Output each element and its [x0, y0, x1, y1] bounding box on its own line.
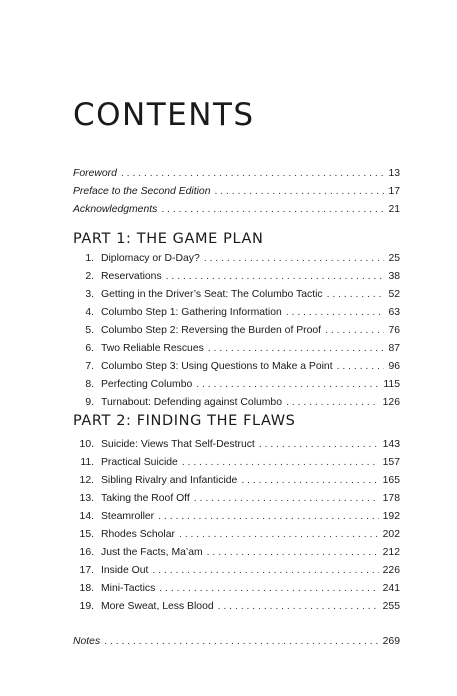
- chapter-number: 1.: [85, 253, 94, 264]
- entry-title: Notes: [73, 636, 101, 647]
- chapter-number: 10.: [79, 439, 94, 450]
- entry-title: Perfecting Columbo: [101, 379, 193, 390]
- chapter-number: 14.: [79, 511, 94, 522]
- entry-page: 202: [382, 529, 400, 540]
- entry-title: Sibling Rivalry and Infanticide: [101, 475, 238, 486]
- entry-page: 143: [382, 439, 400, 450]
- entry-page: 157: [382, 457, 400, 468]
- entry-title: Practical Suicide: [101, 457, 178, 468]
- entry-page: 63: [388, 307, 400, 318]
- entry-page: 13: [388, 168, 400, 179]
- entry-title: Mini-Tactics: [101, 583, 156, 594]
- toc-entry-chapter-18[interactable]: [73, 580, 400, 598]
- toc-entry-chapter-12[interactable]: [73, 472, 400, 490]
- chapter-number: 12.: [79, 475, 94, 486]
- dot-leader: [325, 322, 384, 340]
- chapter-number: 7.: [85, 361, 94, 372]
- entry-page: 38: [388, 271, 400, 282]
- dot-leader: [214, 183, 384, 201]
- entry-title: Diplomacy or D-Day?: [101, 253, 200, 264]
- entry-page: 52: [388, 289, 400, 300]
- chapter-number: 6.: [85, 343, 94, 354]
- toc-entry-preface[interactable]: [73, 183, 400, 201]
- dot-leader: [159, 580, 378, 598]
- page-title: CONTENTS: [73, 97, 255, 133]
- entry-title: Rhodes Scholar: [101, 529, 175, 540]
- entry-page: 212: [382, 547, 400, 558]
- dot-leader: [204, 250, 385, 268]
- chapter-number: 2.: [85, 271, 94, 282]
- entry-title: More Sweat, Less Blood: [101, 601, 214, 612]
- dot-leader: [208, 340, 385, 358]
- entry-page: 96: [388, 361, 400, 372]
- entry-page: 17: [388, 186, 400, 197]
- entry-title: Columbo Step 1: Gathering Information: [101, 307, 282, 318]
- toc-entry-chapter-15[interactable]: [73, 526, 400, 544]
- entry-page: 241: [382, 583, 400, 594]
- entry-title: Preface to the Second Edition: [73, 186, 211, 197]
- toc-entry-chapter-6[interactable]: [73, 340, 400, 358]
- dot-leader: [194, 490, 379, 508]
- toc-entry-chapter-5[interactable]: [73, 322, 400, 340]
- entry-page: 255: [382, 601, 400, 612]
- toc-entry-chapter-1[interactable]: [73, 250, 400, 268]
- entry-title: Columbo Step 3: Using Questions to Make a Point: [101, 361, 333, 372]
- entry-title: Suicide: Views That Self-Destruct: [101, 439, 255, 450]
- dot-leader: [161, 201, 384, 219]
- chapter-number: 15.: [79, 529, 94, 540]
- toc-entry-chapter-17[interactable]: [73, 562, 400, 580]
- dot-leader: [158, 508, 379, 526]
- dot-leader: [152, 562, 378, 580]
- entry-title: Just the Facts, Ma’am: [101, 547, 203, 558]
- dot-leader: [327, 286, 385, 304]
- entry-page: 115: [383, 379, 400, 390]
- toc-entry-notes[interactable]: [73, 633, 400, 651]
- toc-entry-chapter-7[interactable]: [73, 358, 400, 376]
- toc-entry-foreword[interactable]: [73, 165, 400, 183]
- dot-leader: [104, 633, 379, 651]
- entry-page: 178: [382, 493, 400, 504]
- entry-page: 192: [382, 511, 400, 522]
- toc-entry-chapter-2[interactable]: [73, 268, 400, 286]
- dot-leader: [218, 598, 379, 616]
- dot-leader: [179, 526, 379, 544]
- entry-title: Foreword: [73, 168, 117, 179]
- entry-page: 269: [382, 636, 400, 647]
- dot-leader: [337, 358, 385, 376]
- chapter-number: 18.: [79, 583, 94, 594]
- chapter-number: 4.: [85, 307, 94, 318]
- dot-leader: [241, 472, 378, 490]
- entry-title: Reservations: [101, 271, 162, 282]
- entry-title: Columbo Step 2: Reversing the Burden of Proof: [101, 325, 322, 336]
- part-1-title: PART 1: THE GAME PLAN: [73, 231, 264, 247]
- toc-entry-chapter-10[interactable]: [73, 436, 400, 454]
- toc-entry-chapter-16[interactable]: [73, 544, 400, 562]
- dot-leader: [166, 268, 385, 286]
- entry-page: 165: [382, 475, 400, 486]
- entry-page: 25: [388, 253, 400, 264]
- entry-title: Getting in the Driver’s Seat: The Columbo Tactic: [101, 289, 323, 300]
- toc-entry-chapter-4[interactable]: [73, 304, 400, 322]
- entry-page: 226: [382, 565, 400, 576]
- dot-leader: [196, 376, 379, 394]
- toc-entry-chapter-14[interactable]: [73, 508, 400, 526]
- entry-title: Taking the Roof Off: [101, 493, 190, 504]
- chapter-number: 11.: [80, 457, 94, 468]
- dot-leader: [207, 544, 379, 562]
- entry-title: Steamroller: [101, 511, 155, 522]
- chapter-number: 5.: [85, 325, 94, 336]
- chapter-number: 13.: [79, 493, 94, 504]
- dot-leader: [286, 304, 385, 322]
- toc-entry-chapter-8[interactable]: [73, 376, 400, 394]
- toc-entry-chapter-11[interactable]: [73, 454, 400, 472]
- entry-title: Inside Out: [101, 565, 149, 576]
- chapter-number: 8.: [85, 379, 94, 390]
- chapter-number: 9.: [85, 397, 94, 408]
- entry-page: 21: [388, 204, 400, 215]
- dot-leader: [259, 436, 379, 454]
- entry-page: 126: [382, 397, 400, 408]
- dot-leader: [182, 454, 379, 472]
- dot-leader: [121, 165, 385, 183]
- chapter-number: 17.: [79, 565, 94, 576]
- entry-title: Two Reliable Rescues: [101, 343, 204, 354]
- toc-entry-chapter-19[interactable]: [73, 598, 400, 616]
- toc-entry-chapter-3[interactable]: [73, 286, 400, 304]
- entry-title: Acknowledgments: [73, 204, 158, 215]
- chapter-number: 16.: [79, 547, 94, 558]
- chapter-number: 19.: [79, 601, 94, 612]
- part-2-title: PART 2: FINDING THE FLAWS: [73, 413, 296, 429]
- entry-page: 76: [388, 325, 400, 336]
- entry-page: 87: [388, 343, 400, 354]
- toc-entry-chapter-9[interactable]: [73, 394, 400, 412]
- entry-title: Turnabout: Defending against Columbo: [101, 397, 282, 408]
- chapter-number: 3.: [85, 289, 94, 300]
- toc-entry-chapter-13[interactable]: [73, 490, 400, 508]
- dot-leader: [286, 394, 379, 412]
- toc-entry-acknowledgments[interactable]: [73, 201, 400, 219]
